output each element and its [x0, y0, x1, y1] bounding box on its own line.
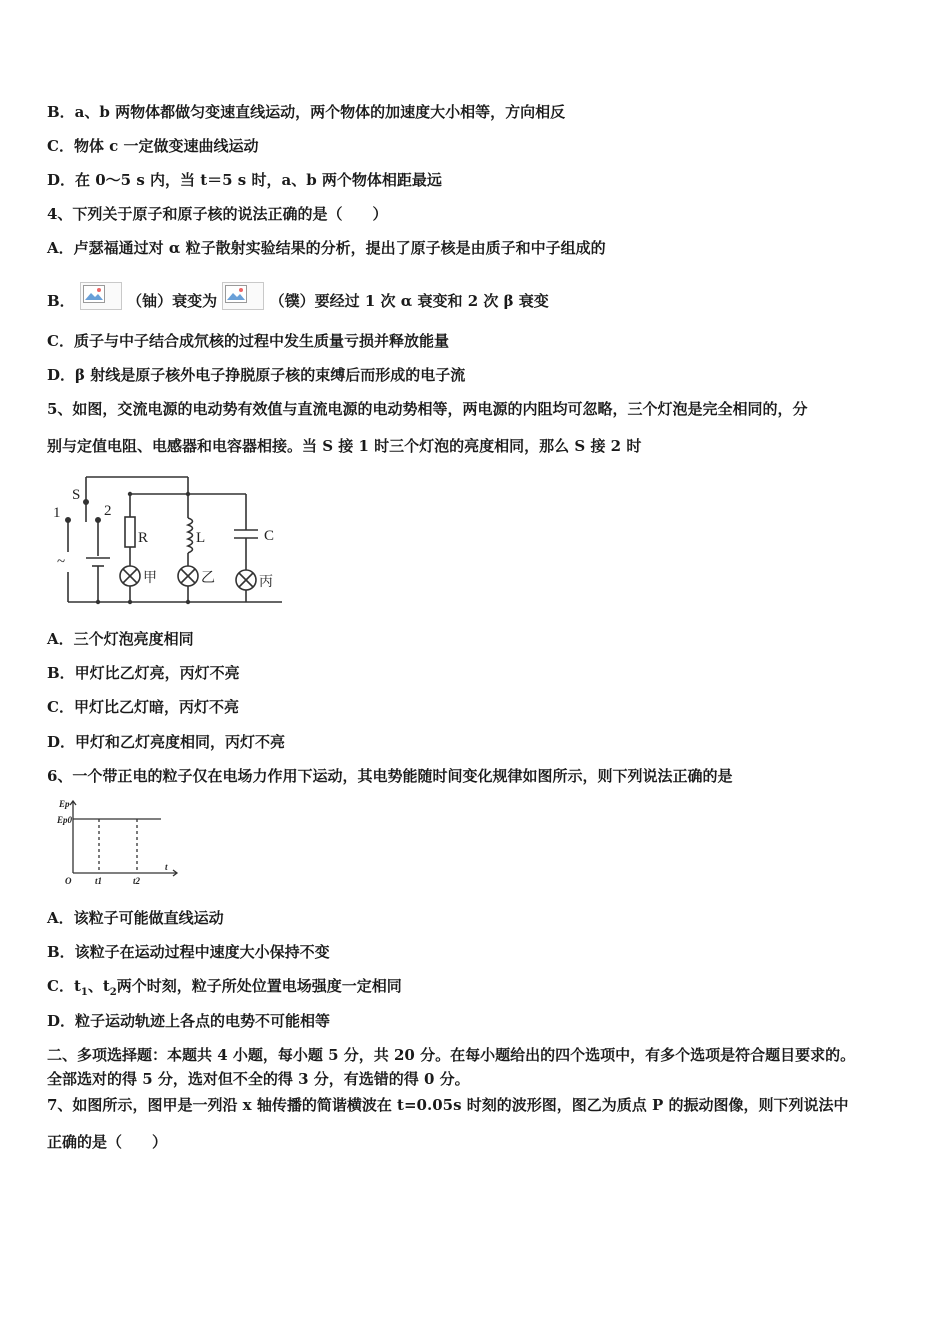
- circuit-label-ac: ~: [57, 554, 66, 570]
- graph-t2: t2: [133, 876, 141, 886]
- q5-option-a: A．三个灯泡亮度相同: [47, 630, 194, 648]
- q5-option-d: D．甲灯和乙灯亮度相同，丙灯不亮: [47, 733, 286, 751]
- q6-option-c: [47, 976, 402, 1003]
- lamp-label-yi: 乙: [201, 571, 215, 586]
- circuit-label-c: C: [264, 528, 275, 544]
- graph-ylabel: Ep: [59, 799, 70, 809]
- q6-option-c-sub2: 2: [109, 987, 117, 998]
- circuit-label-2: 2: [104, 503, 112, 519]
- q6-option-c-pre: C．t: [47, 977, 81, 995]
- broken-image-icon: [222, 282, 264, 310]
- broken-image-icon: [80, 282, 122, 310]
- q5-stem-line2: 别与定值电阻、电感器和电容器相接。当 S 接 1 时三个灯泡的亮度相同，那么 S 接 2 时: [47, 437, 642, 455]
- q6-stem: 6、一个带正电的粒子仅在电场力作用下运动，其电势能随时间变化规律如图所示，则下列说法正确的是: [47, 767, 733, 785]
- lamp-label-bing: 丙: [259, 575, 273, 590]
- circuit-label-r: R: [138, 530, 149, 546]
- q6-option-c-post: 两个时刻，粒子所处位置电场强度一定相同: [116, 977, 402, 995]
- q6-option-b: B．该粒子在运动过程中速度大小保持不变: [47, 943, 330, 961]
- q5-stem-line1: 5、如图，交流电源的电动势有效值与直流电源的电动势相等，两电源的内阻均可忽略，三个灯泡是完全相同的，分: [47, 400, 808, 418]
- q3-option-b: B．a、b 两物体都做匀变速直线运动，两个物体的加速度大小相等，方向相反: [47, 103, 566, 121]
- q4-option-c: C．质子与中子结合成氘核的过程中发生质量亏损并释放能量: [47, 332, 449, 350]
- ep-time-graph: [55, 795, 185, 887]
- q6-option-c-sub1: 1: [80, 987, 88, 998]
- graph-t1: t1: [95, 876, 103, 886]
- circuit-label-s: S: [72, 487, 81, 503]
- q6-option-c-mid: 、t: [87, 977, 110, 995]
- q6-option-a: A．该粒子可能做直线运动: [47, 909, 224, 927]
- q4-option-b: [47, 282, 549, 311]
- q6-option-d: D．粒子运动轨迹上各点的电势不可能相等: [47, 1012, 331, 1030]
- circuit-label-1: 1: [53, 505, 61, 521]
- circuit-label-l: L: [196, 530, 206, 546]
- q5-option-b: B．甲灯比乙灯亮，丙灯不亮: [47, 664, 240, 682]
- q4-option-b-mid: （铀）衰变为: [127, 292, 218, 310]
- q3-option-d: D．在 0～5 s 内，当 t＝5 s 时，a、b 两个物体相距最远: [47, 171, 442, 189]
- q4-option-b-prefix: B．: [47, 292, 75, 310]
- section2-line2: 全部选对的得 5 分，选对但不全的得 3 分，有选错的得 0 分。: [47, 1070, 470, 1088]
- circuit-diagram: [50, 472, 290, 612]
- graph-origin: O: [65, 876, 72, 886]
- q7-stem-line2: 正确的是（ ）: [47, 1133, 168, 1151]
- graph-level-label: Ep0: [57, 815, 73, 825]
- q4-option-d: D．β 射线是原子核外电子挣脱原子核的束缚后而形成的电子流: [47, 366, 466, 384]
- lamp-label-jia: 甲: [143, 571, 157, 586]
- q7-stem-line1: 7、如图所示，图甲是一列沿 x 轴传播的简谐横波在 t=0.05s 时刻的波形图，图乙为质点 P 的振动图像，则下列说法中: [47, 1096, 849, 1114]
- q4-stem: 4、下列关于原子和原子核的说法正确的是（ ）: [47, 205, 388, 223]
- q4-option-a: A．卢瑟福通过对 α 粒子散射实验结果的分析，提出了原子核是由质子和中子组成的: [47, 239, 606, 257]
- q4-option-b-suffix: （镤）要经过 1 次 α 衰变和 2 次 β 衰变: [269, 292, 549, 310]
- section2-line1: 二、多项选择题：本题共 4 小题，每小题 5 分，共 20 分。在每小题给出的四个选项中，有多个选项是符合题目要求的。: [47, 1046, 856, 1064]
- q3-option-c: C．物体 c 一定做变速曲线运动: [47, 137, 259, 155]
- q5-option-c: C．甲灯比乙灯暗，丙灯不亮: [47, 698, 239, 716]
- graph-xlabel: t: [165, 862, 168, 872]
